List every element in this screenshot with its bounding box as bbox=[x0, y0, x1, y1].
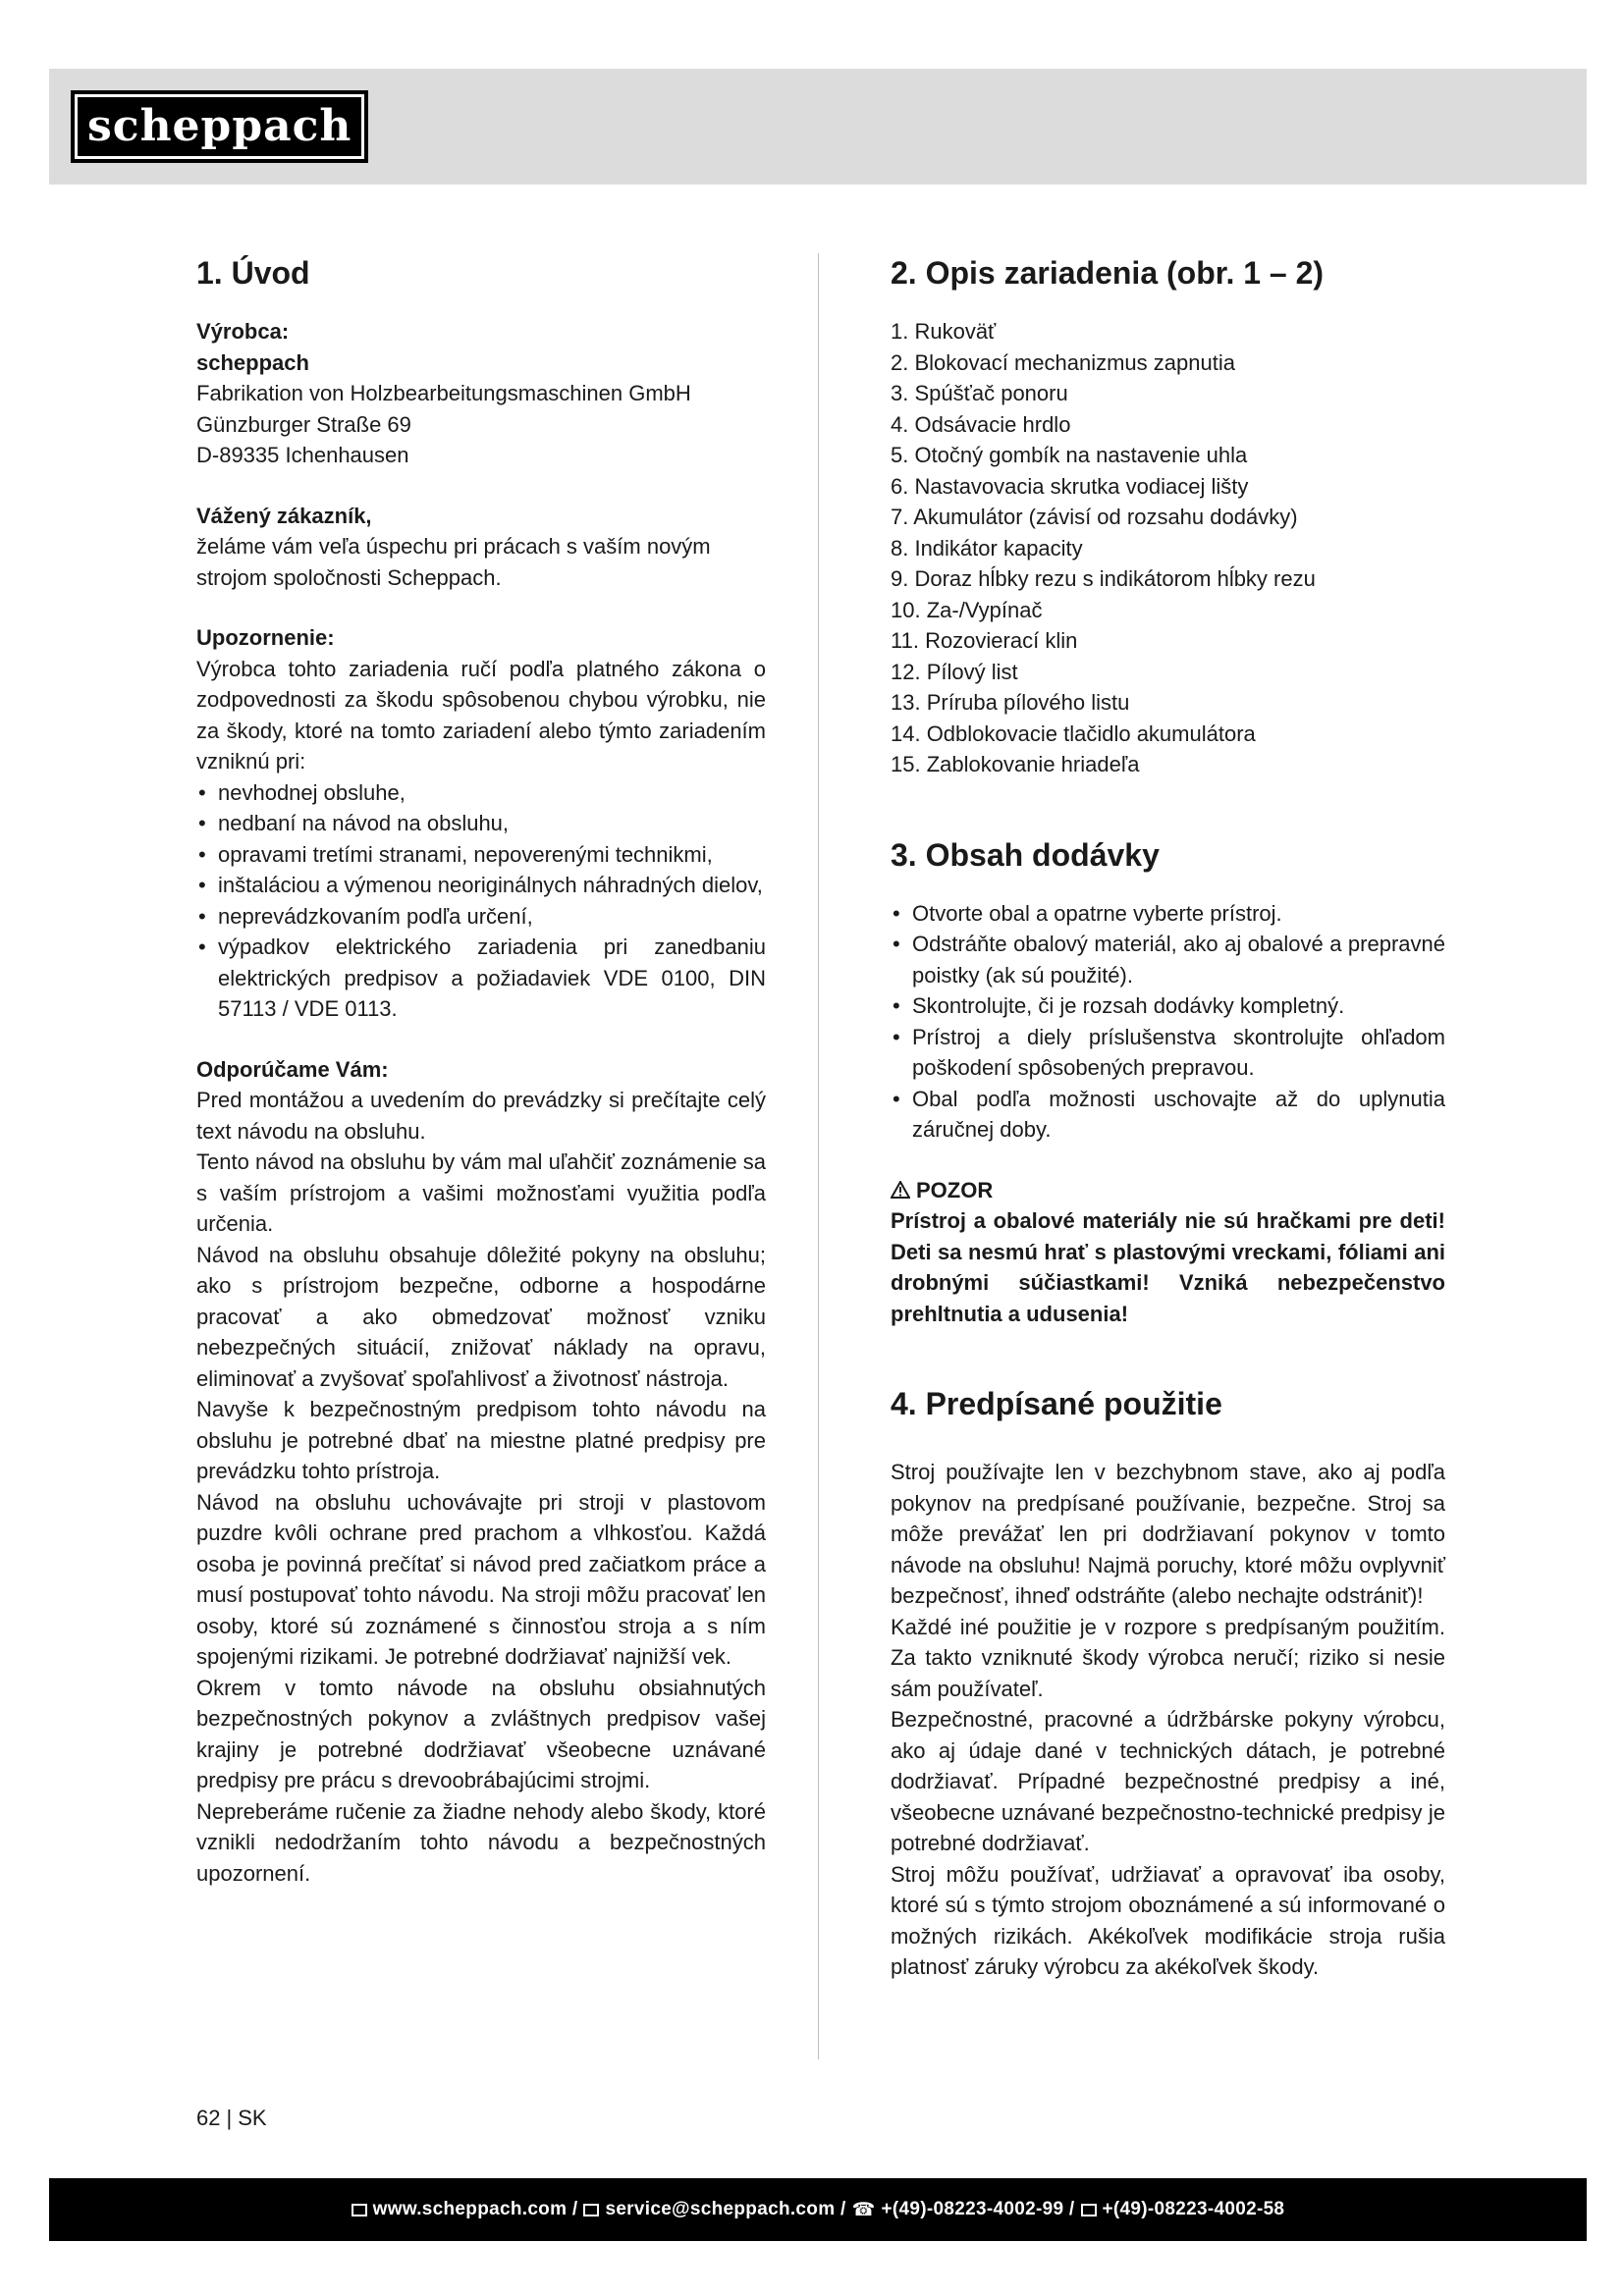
notice-list bbox=[196, 777, 766, 1025]
header-band bbox=[49, 69, 1587, 185]
recommend-title: Odporúčame Vám: bbox=[196, 1056, 389, 1082]
footer-bar bbox=[49, 2178, 1587, 2241]
section-1-title: 1. Úvod bbox=[196, 255, 310, 291]
recommend-paragraph: Návod na obsluhu obsahuje dôležité pokyny na obsluhu; ako s prístrojom bezpečne, odborne a hospodárne pracovať a ako obmedzovať možnosť vzniku nebezpečných situácií, znižovať náklady na opravu, eliminovať a zvyšovať spoľahlivosť a životnosť nástroja. bbox=[196, 1242, 766, 1391]
list-item: • Otvorte obal a opatrne vyberte prístroj. bbox=[891, 898, 1445, 930]
page-number: 62 | SK bbox=[196, 2106, 267, 2130]
fax-icon bbox=[1081, 2204, 1097, 2216]
list-item: • neprevádzkovaním podľa určení, bbox=[196, 901, 766, 933]
list-item: 15. Zablokovanie hriadeľa bbox=[891, 752, 1140, 776]
list-item: 2. Blokovací mechanizmus zapnutia bbox=[891, 349, 1235, 375]
list-item: • Prístroj a diely príslušenstva skontrolujte ohľadom poškodení spôsobených prepravou. bbox=[891, 1022, 1445, 1084]
recommend-paragraph: Návod na obsluhu uchovávajte pri stroji v plastovom puzdre kvôli ochrane pred prachom a vlhkosťou. Každá osoba je povinná prečítať si návod pred začiatkom práce a musí postupovať tohto návodu. Na stroji môžu pracovať len osoby, ktoré sú zoznámené s činnosťou stroja a s ním spojenými rizikami. Je potrebné dodržiavať najnižší vek. bbox=[196, 1489, 766, 1669]
list-item: 10. Za-/Vypínač bbox=[891, 597, 1043, 622]
recommend-paragraph: Nepreberáme ručenie za žiadne nehody alebo škody, ktoré vznikli nedodržaním tohto návodu a bezpečnostných upozornení. bbox=[196, 1798, 766, 1886]
right-column bbox=[891, 253, 1445, 1983]
footer-mail[interactable]: service@scheppach.com / bbox=[605, 2199, 846, 2219]
recommend-paragraph: Okrem v tomto návode na obsluhu obsiahnutých bezpečnostných pokynov a zvláštnych predpisov vašej krajiny je potrebné dodržiavať všeobecne uznávané predpisy pre prácu s drevoobrábajúcimi strojmi. bbox=[196, 1675, 766, 1792]
section-3-title: 3. Obsah dodávky bbox=[891, 836, 1160, 873]
list-item: 1. Rukoväť bbox=[891, 319, 997, 344]
footer-web[interactable]: www.scheppach.com / bbox=[372, 2199, 578, 2219]
greeting-title: Vážený zákazník, bbox=[196, 503, 372, 528]
footer-fax: +(49)-08223-4002-58 bbox=[1102, 2199, 1285, 2219]
monitor-icon bbox=[352, 2204, 367, 2216]
delivery-list bbox=[891, 898, 1445, 1146]
list-item: • Odstráňte obalový materiál, ako aj obalové a prepravné poistky (ak sú použité). bbox=[891, 929, 1445, 990]
list-item: • Obal podľa možnosti uschovajte až do uplynutia záručnej doby. bbox=[891, 1084, 1445, 1146]
notice-title: Upozornenie: bbox=[196, 625, 335, 650]
warning-title: POZOR bbox=[916, 1177, 994, 1202]
parts-list bbox=[891, 316, 1445, 780]
page-language: SK bbox=[238, 2106, 267, 2130]
warning-text: Prístroj a obalové materiály nie sú hračkami pre deti! Deti sa nesmú hrať s plastovými vreckami, fóliami ani drobnými súčiastkami! Vzniká nebezpečenstvo prehltnutia a udusenia! bbox=[891, 1208, 1445, 1326]
footer-phone: +(49)-08223-4002-99 / bbox=[881, 2199, 1075, 2219]
envelope-icon bbox=[583, 2204, 599, 2216]
list-item: 4. Odsávacie hrdlo bbox=[891, 411, 1071, 437]
column-divider bbox=[818, 253, 819, 2059]
use-paragraph: Bezpečnostné, pracovné a údržbárske pokyny výrobcu, ako aj údaje dané v technických dátach, je potrebné dodržiavať. Prípadné bezpečnostné predpisy a iné, všeobecne uznávané bezpečnostno-technické predpisy je potrebné dodržiavať. bbox=[891, 1707, 1445, 1855]
list-item: • inštaláciou a výmenou neoriginálnych náhradných dielov, bbox=[196, 870, 766, 901]
list-item: 6. Nastavovacia skrutka vodiacej lišty bbox=[891, 473, 1249, 499]
list-item: 12. Pílový list bbox=[891, 659, 1018, 684]
left-column bbox=[196, 253, 766, 1889]
greeting-text: želáme vám veľa úspechu pri prácach s vaším novým strojom spoločnosti Scheppach. bbox=[196, 534, 711, 590]
logo-text: scheppach bbox=[87, 101, 352, 151]
notice-text: Výrobca tohto zariadenia ručí podľa platného zákona o zodpovednosti za škodu spôsobenou chybou výrobku, nie za škody, ktoré na tomto zariadení alebo týmto zariadením vzniknú pri: bbox=[196, 656, 766, 774]
list-item: • nedbaní na návod na obsluhu, bbox=[196, 808, 766, 839]
list-item: • nevhodnej obsluhe, bbox=[196, 777, 766, 809]
manufacturer-name: scheppach bbox=[196, 349, 309, 375]
address-line: Günzburger Straße 69 bbox=[196, 411, 411, 437]
list-item: • výpadkov elektrického zariadenia pri zanedbaniu elektrických predpisov a požiadaviek VDE 0100, DIN 57113 / VDE 0113. bbox=[196, 932, 766, 1025]
page-number-value: 62 bbox=[196, 2106, 221, 2130]
use-paragraph: Každé iné použitie je v rozpore s predpísaným použitím. Za takto vzniknuté škody výrobca neručí; riziko si nesie sám používateľ. bbox=[891, 1614, 1445, 1701]
manufacturer-label: Výrobca: bbox=[196, 319, 290, 344]
list-item: • opravami tretími stranami, nepoverenými technikmi, bbox=[196, 839, 766, 871]
list-item: 3. Spúšťač ponoru bbox=[891, 381, 1068, 405]
address-line: Fabrikation von Holzbearbeitungsmaschinen GmbH bbox=[196, 381, 691, 405]
list-item: • Skontrolujte, či je rozsah dodávky kompletný. bbox=[891, 990, 1445, 1022]
recommend-paragraph: Navyše k bezpečnostným predpisom tohto návodu na obsluhu je potrebné dbať na miestne platné predpisy pre prevádzku tohto prístroja. bbox=[196, 1397, 766, 1483]
list-item: 9. Doraz hĺbky rezu s indikátorom hĺbky rezu bbox=[891, 566, 1316, 591]
phone-icon: ☎ bbox=[851, 2199, 876, 2220]
scheppach-logo bbox=[71, 90, 368, 163]
list-item: 8. Indikátor kapacity bbox=[891, 535, 1083, 561]
section-2-title: 2. Opis zariadenia (obr. 1 – 2) bbox=[891, 255, 1325, 291]
section-4-title: 4. Predpísané použitie bbox=[891, 1386, 1222, 1421]
warning-triangle-icon bbox=[891, 1181, 910, 1199]
recommend-paragraph: Tento návod na obsluhu by vám mal uľahčiť zoznámenie sa s vaším prístrojom a vašimi možnosťami využitia podľa určenia. bbox=[196, 1149, 766, 1236]
list-item: 13. Príruba pílového listu bbox=[891, 690, 1130, 715]
use-paragraph: Stroj môžu používať, udržiavať a opravovať iba osoby, ktoré sú s týmto strojom oboznámené a sú informované o možných rizikách. Akékoľvek modifikácie stroja rušia platnosť záruky výrobcu za akékoľvek škody. bbox=[891, 1861, 1445, 1979]
warning-heading bbox=[891, 1175, 1445, 1206]
list-item: 11. Rozovierací klin bbox=[891, 628, 1078, 653]
list-item: 7. Akumulátor (závisí od rozsahu dodávky) bbox=[891, 505, 1298, 529]
list-item: 5. Otočný gombík na nastavenie uhla bbox=[891, 443, 1248, 467]
use-paragraph: Stroj používajte len v bezchybnom stave, ako aj podľa pokynov na predpísané používanie, bezpečne. Stroj sa môže prevážať len pri dodržiavaní pokynov v tomto návode na obsluhu! Najmä poruchy, ktoré môžu ovplyvniť bezpečnosť, ihneď odstráňte (alebo nechajte odstrániť)! bbox=[891, 1460, 1445, 1608]
address-line: D-89335 Ichenhausen bbox=[196, 443, 409, 467]
list-item: 14. Odblokovacie tlačidlo akumulátora bbox=[891, 721, 1256, 746]
recommend-paragraph: Pred montážou a uvedením do prevádzky si prečítajte celý text návodu na obsluhu. bbox=[196, 1088, 766, 1144]
